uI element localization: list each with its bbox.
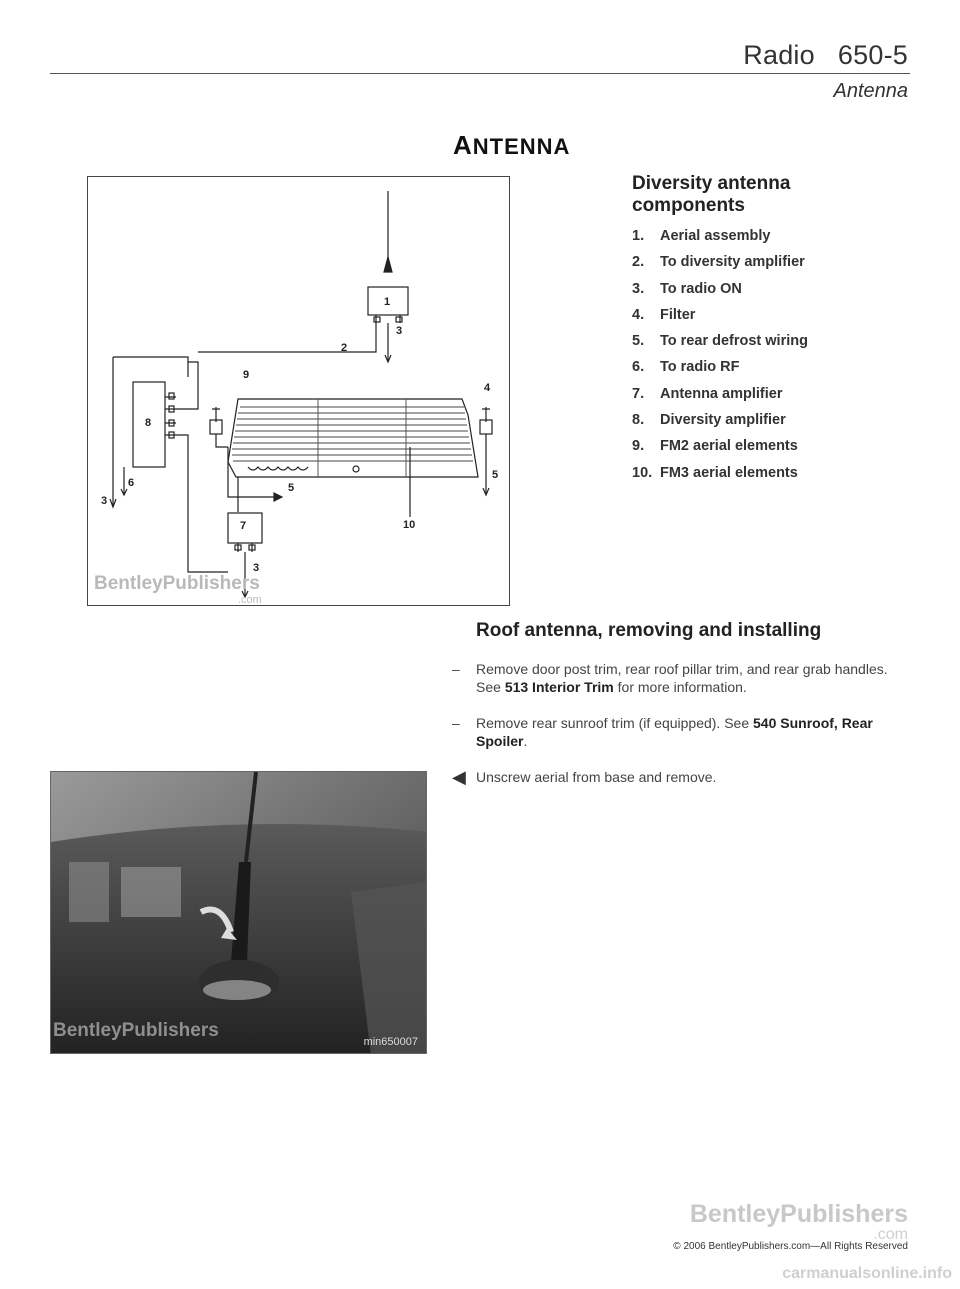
callout-6: 6 xyxy=(128,477,135,489)
list-item: 9. FM2 aerial elements xyxy=(632,438,798,455)
list-item: 5. To rear defrost wiring xyxy=(632,333,808,350)
callout-4: 4 xyxy=(484,382,491,394)
photo-id: min650007 xyxy=(363,1036,418,1048)
callout-2: 2 xyxy=(341,342,348,354)
step-reference: 540 Sunroof, Rear Spoiler xyxy=(476,715,873,749)
callout-3-bottom: 3 xyxy=(253,562,260,574)
list-item: 3. To radio ON xyxy=(632,280,742,297)
callout-5-left: 5 xyxy=(288,482,295,494)
callout-10: 10 xyxy=(403,519,416,531)
diagram-watermark: BentleyPublishers xyxy=(94,573,260,594)
list-item: 2. To diversity amplifier xyxy=(632,254,805,271)
step-text: Remove rear sunroof trim (if equipped). See 540 Sunroof, Rear Spoiler. xyxy=(476,715,873,749)
components-list xyxy=(632,228,808,491)
left-arrow-icon: ◀ xyxy=(452,767,466,787)
section-title: ANTENNA xyxy=(453,130,571,160)
list-item: 1. Aerial assembly xyxy=(632,228,771,244)
callout-9: 9 xyxy=(243,369,250,381)
list-item: 4. Filter xyxy=(632,306,696,323)
step-text: Remove door post trim, rear roof pillar trim, and rear grab handles. See 513 Interior Trim for more information. xyxy=(476,661,888,695)
step-marker: – xyxy=(452,661,460,677)
callout-5-right: 5 xyxy=(492,469,499,481)
page-watermark: carmanualsonline.info xyxy=(782,1265,952,1282)
callout-1: 1 xyxy=(384,296,391,308)
footer-logo: BentleyPublishers xyxy=(689,1200,908,1228)
footer-logo-sub: .com xyxy=(873,1226,908,1243)
step-reference: 513 Interior Trim xyxy=(504,679,614,695)
list-item: 8. Diversity amplifier xyxy=(632,412,786,429)
photo-watermark: BentleyPublishers xyxy=(53,1020,219,1041)
roof-antenna-photo xyxy=(50,771,427,1054)
footer-copyright: © 2006 BentleyPublishers.com—All Rights Reserved xyxy=(673,1241,908,1252)
step-marker: – xyxy=(452,715,460,731)
page-header-subtitle: Antenna xyxy=(833,80,908,102)
header-divider xyxy=(50,73,910,74)
diagram-drawing xyxy=(88,177,511,607)
diagram-watermark-sub: .com xyxy=(238,594,262,606)
callout-7: 7 xyxy=(240,520,247,532)
photo-drawing xyxy=(51,772,427,1054)
components-heading: Diversity antenna components xyxy=(632,173,791,216)
callout-3-top: 3 xyxy=(396,325,403,337)
page-header-title: Radio 650-5 xyxy=(743,40,908,70)
list-item: 7. Antenna amplifier xyxy=(632,385,783,402)
antenna-diagram xyxy=(87,176,510,606)
list-item: 10. FM3 aerial elements xyxy=(632,464,798,481)
procedure-heading: Roof antenna, removing and installing xyxy=(476,620,822,641)
callout-8: 8 xyxy=(145,417,152,429)
step-text: Unscrew aerial from base and remove. xyxy=(476,769,717,785)
list-item: 6. To radio RF xyxy=(632,359,740,376)
callout-3-left: 3 xyxy=(101,495,108,507)
